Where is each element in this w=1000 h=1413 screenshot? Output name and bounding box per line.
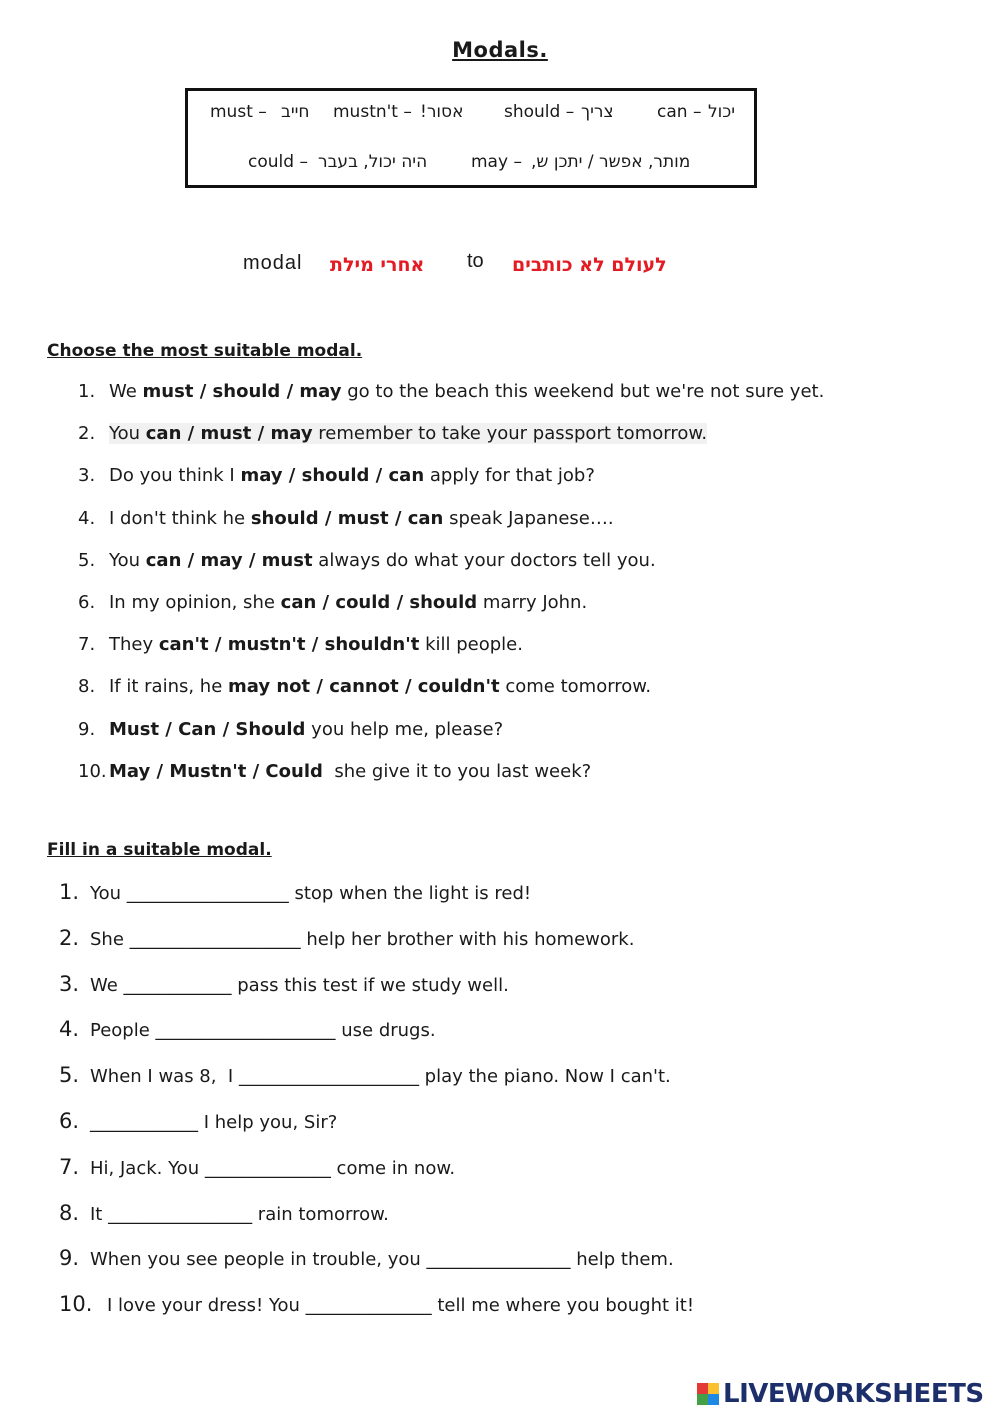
vocab-could-en: could –	[248, 152, 308, 172]
modal-options[interactable]: May / Mustn't / Could	[109, 760, 323, 782]
item-number: 5.	[59, 1063, 80, 1088]
vocab-mustnt-he: אסור!	[420, 102, 464, 122]
vocab-can-en: can –	[657, 102, 702, 122]
item-number: 7.	[78, 634, 96, 656]
item-sentence	[109, 592, 587, 613]
fill-sentence[interactable]: When I was 8, I ____________________ play the piano. Now I can't.	[90, 1066, 671, 1088]
sentence-end: she give it to you last week?	[322, 760, 592, 782]
sentence-start: You	[109, 549, 146, 571]
liveworksheets-logo-icon	[697, 1383, 719, 1405]
vocab-must-he: חייב	[281, 102, 310, 122]
fill-sentence[interactable]: People ____________________ use drugs.	[90, 1020, 436, 1042]
item-sentence	[109, 508, 614, 529]
fill-sentence[interactable]: I love your dress! You ______________ tell me where you bought it!	[107, 1295, 695, 1317]
modal-options[interactable]: can / may / must	[145, 549, 313, 571]
item-number: 1.	[59, 880, 80, 904]
sentence-end: come tomorrow.	[499, 676, 652, 698]
item-number: 7.	[59, 1154, 80, 1179]
item-sentence	[109, 676, 651, 697]
item-sentence	[109, 719, 503, 740]
sentence-end: remember to take your passport tomorrow.	[312, 423, 708, 445]
item-number: 4.	[78, 507, 96, 529]
fill-sentence[interactable]: It ________________ rain tomorrow.	[90, 1203, 389, 1225]
sentence-end: apply for that job?	[424, 465, 595, 487]
modal-options[interactable]: Must / Can / Should	[109, 718, 306, 740]
fill-sentence[interactable]: We ____________ pass this test if we study well.	[90, 974, 509, 996]
sentence-start: Do you think I	[109, 465, 241, 487]
item-sentence	[109, 761, 591, 782]
vocab-mustnt-en: mustn't –	[333, 102, 412, 122]
item-sentence	[109, 634, 523, 655]
sentence-end: marry John.	[477, 592, 588, 613]
vocab-could-he: היה יכול, בעבר	[318, 152, 428, 172]
vocab-row-1	[188, 102, 754, 126]
vocab-should-en: should –	[504, 102, 575, 122]
vocab-can-he: יכול	[708, 102, 736, 122]
note-hebrew-after: אחרי מילת	[330, 254, 425, 276]
item-number: 4.	[59, 1017, 80, 1042]
liveworksheets-logo	[697, 1377, 984, 1411]
note-word-to: to	[467, 250, 484, 272]
item-number: 10.	[59, 1292, 93, 1317]
section-choose-heading: Choose the most suitable modal.	[47, 341, 363, 361]
note-hebrew-never: לעולם לא כותבים	[512, 254, 667, 276]
logo-text: LIVEWORKSHEETS	[723, 1379, 984, 1409]
item-number: 1.	[78, 381, 96, 402]
item-sentence	[109, 465, 595, 486]
modal-options[interactable]: may / should / can	[240, 465, 425, 487]
sentence-end: always do what your doctors tell you.	[312, 549, 656, 571]
fill-sentence[interactable]: She ___________________ help her brother with his homework.	[90, 928, 635, 950]
modal-options[interactable]: may not / cannot / couldn't	[228, 676, 500, 698]
item-number: 8.	[78, 676, 96, 698]
sentence-start: In my opinion, she	[109, 592, 281, 613]
vocab-row-2	[188, 152, 754, 176]
modal-options[interactable]: should / must / can	[250, 507, 444, 529]
modal-options[interactable]: can / must / may	[145, 423, 313, 445]
item-number: 8.	[59, 1200, 80, 1225]
sentence-start: We	[109, 381, 143, 402]
modal-options[interactable]: can't / mustn't / shouldn't	[158, 634, 420, 656]
rule-note	[0, 250, 1000, 280]
fill-sentence[interactable]: When you see people in trouble, you ________________ help them.	[90, 1249, 674, 1271]
item-number: 2.	[59, 925, 80, 950]
item-number: 2.	[78, 423, 96, 445]
item-sentence	[109, 423, 707, 444]
item-number: 10.	[78, 760, 107, 782]
sentence-end: kill people.	[419, 634, 523, 656]
sentence-start: You	[109, 423, 146, 445]
sentence-start: If it rains, he	[109, 676, 229, 698]
item-number: 5.	[78, 549, 96, 571]
vocab-may-he: מותר, אפשר / יתכן ש,	[531, 152, 691, 172]
modal-options[interactable]: can / could / should	[280, 592, 478, 613]
vocab-may-en: may –	[471, 152, 522, 172]
sentence-end: go to the beach this weekend but we're not sure yet.	[341, 381, 825, 402]
item-number: 9.	[78, 718, 96, 740]
sentence-end: speak Japanese….	[443, 507, 614, 529]
sentence-end: you help me, please?	[305, 718, 504, 740]
fill-sentence[interactable]: ____________ I help you, Sir?	[90, 1112, 338, 1133]
vocab-should-he: צריך	[581, 102, 614, 122]
item-number: 3.	[59, 971, 80, 996]
fill-sentence[interactable]: Hi, Jack. You ______________ come in now.	[90, 1157, 456, 1179]
page-title: Modals.	[452, 38, 548, 62]
item-sentence	[109, 550, 656, 571]
item-number: 6.	[59, 1109, 80, 1133]
item-number: 3.	[78, 465, 96, 487]
sentence-start: I don't think he	[109, 507, 251, 529]
fill-sentence[interactable]: You __________________ stop when the light is red!	[90, 883, 532, 904]
item-sentence	[109, 381, 824, 402]
vocab-must-en: must –	[210, 102, 267, 122]
sentence-start: They	[109, 634, 159, 656]
item-number: 9.	[59, 1246, 80, 1271]
modal-vocabulary-box	[185, 88, 757, 188]
modal-options[interactable]: must / should / may	[142, 381, 342, 402]
section-fill-heading: Fill in a suitable modal.	[47, 840, 272, 860]
item-number: 6.	[78, 592, 96, 613]
note-word-modal: modal	[243, 252, 303, 274]
